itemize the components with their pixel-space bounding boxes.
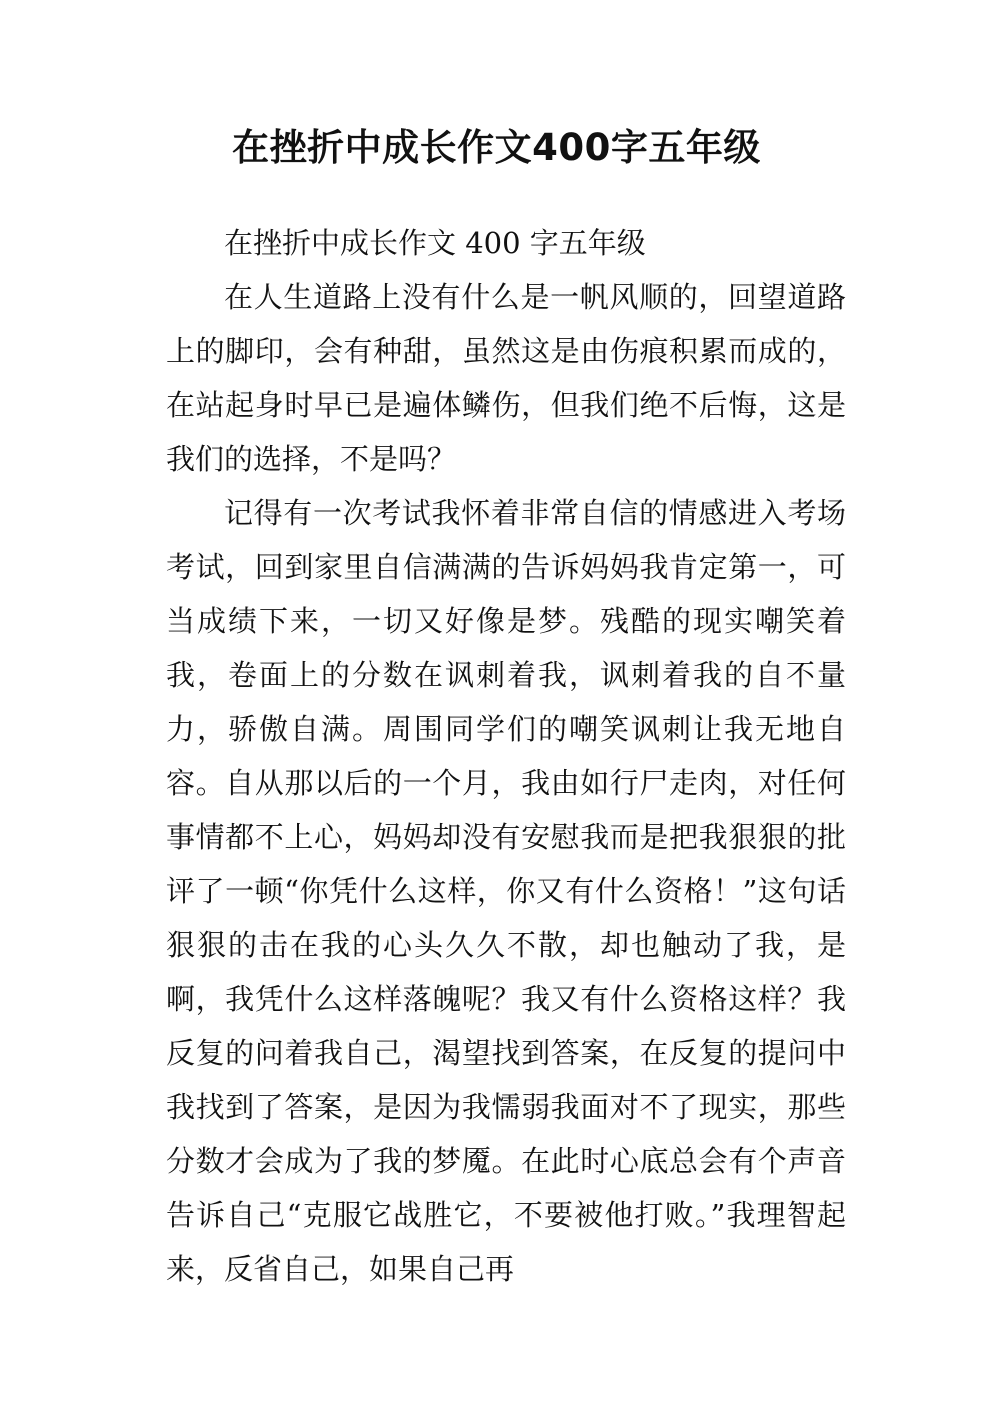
document-body [166, 216, 846, 1296]
paragraph-story: 记得有一次考试我怀着非常自信的情感进入考场考试，回到家里自信满满的告诉妈妈我肯定第一，可当成绩下来，一切又好像是梦。残酷的现实嘲笑着我，卷面上的分数在讽刺着我，讽刺着我的自不量力，骄傲自满。周围同学们的嘲笑讽刺让我无地自容。自从那以后的一个月，我由如行尸走肉，对任何事情都不上心，妈妈却没有安慰我而是把我狠狠的批评了一顿“你凭什么这样，你又有什么资格！”这句话狠狠的击在我的心头久久不散，却也触动了我，是啊，我凭什么这样落魄呢？我又有什么资格这样？我反复的问着我自己，渴望找到答案，在反复的提问中我找到了答案，是因为我懦弱我面对不了现实，那些分数才会成为了我的梦魇。在此时心底总会有个声音告诉自己“克服它战胜它，不要被他打败。”我理智起来，反省自己，如果自己再 [166, 496, 846, 1286]
paragraph-intro: 在人生道路上没有什么是一帆风顺的，回望道路上的脚印，会有种甜，虽然这是由伤痕积累而成的，在站起身时早已是遍体鳞伤，但我们绝不后悔，这是我们的选择，不是吗？ [166, 280, 846, 476]
document-title: 在挫折中成长作文400字五年级 [232, 126, 761, 169]
paragraph-subtitle: 在挫折中成长作文 400 字五年级 [224, 226, 646, 260]
